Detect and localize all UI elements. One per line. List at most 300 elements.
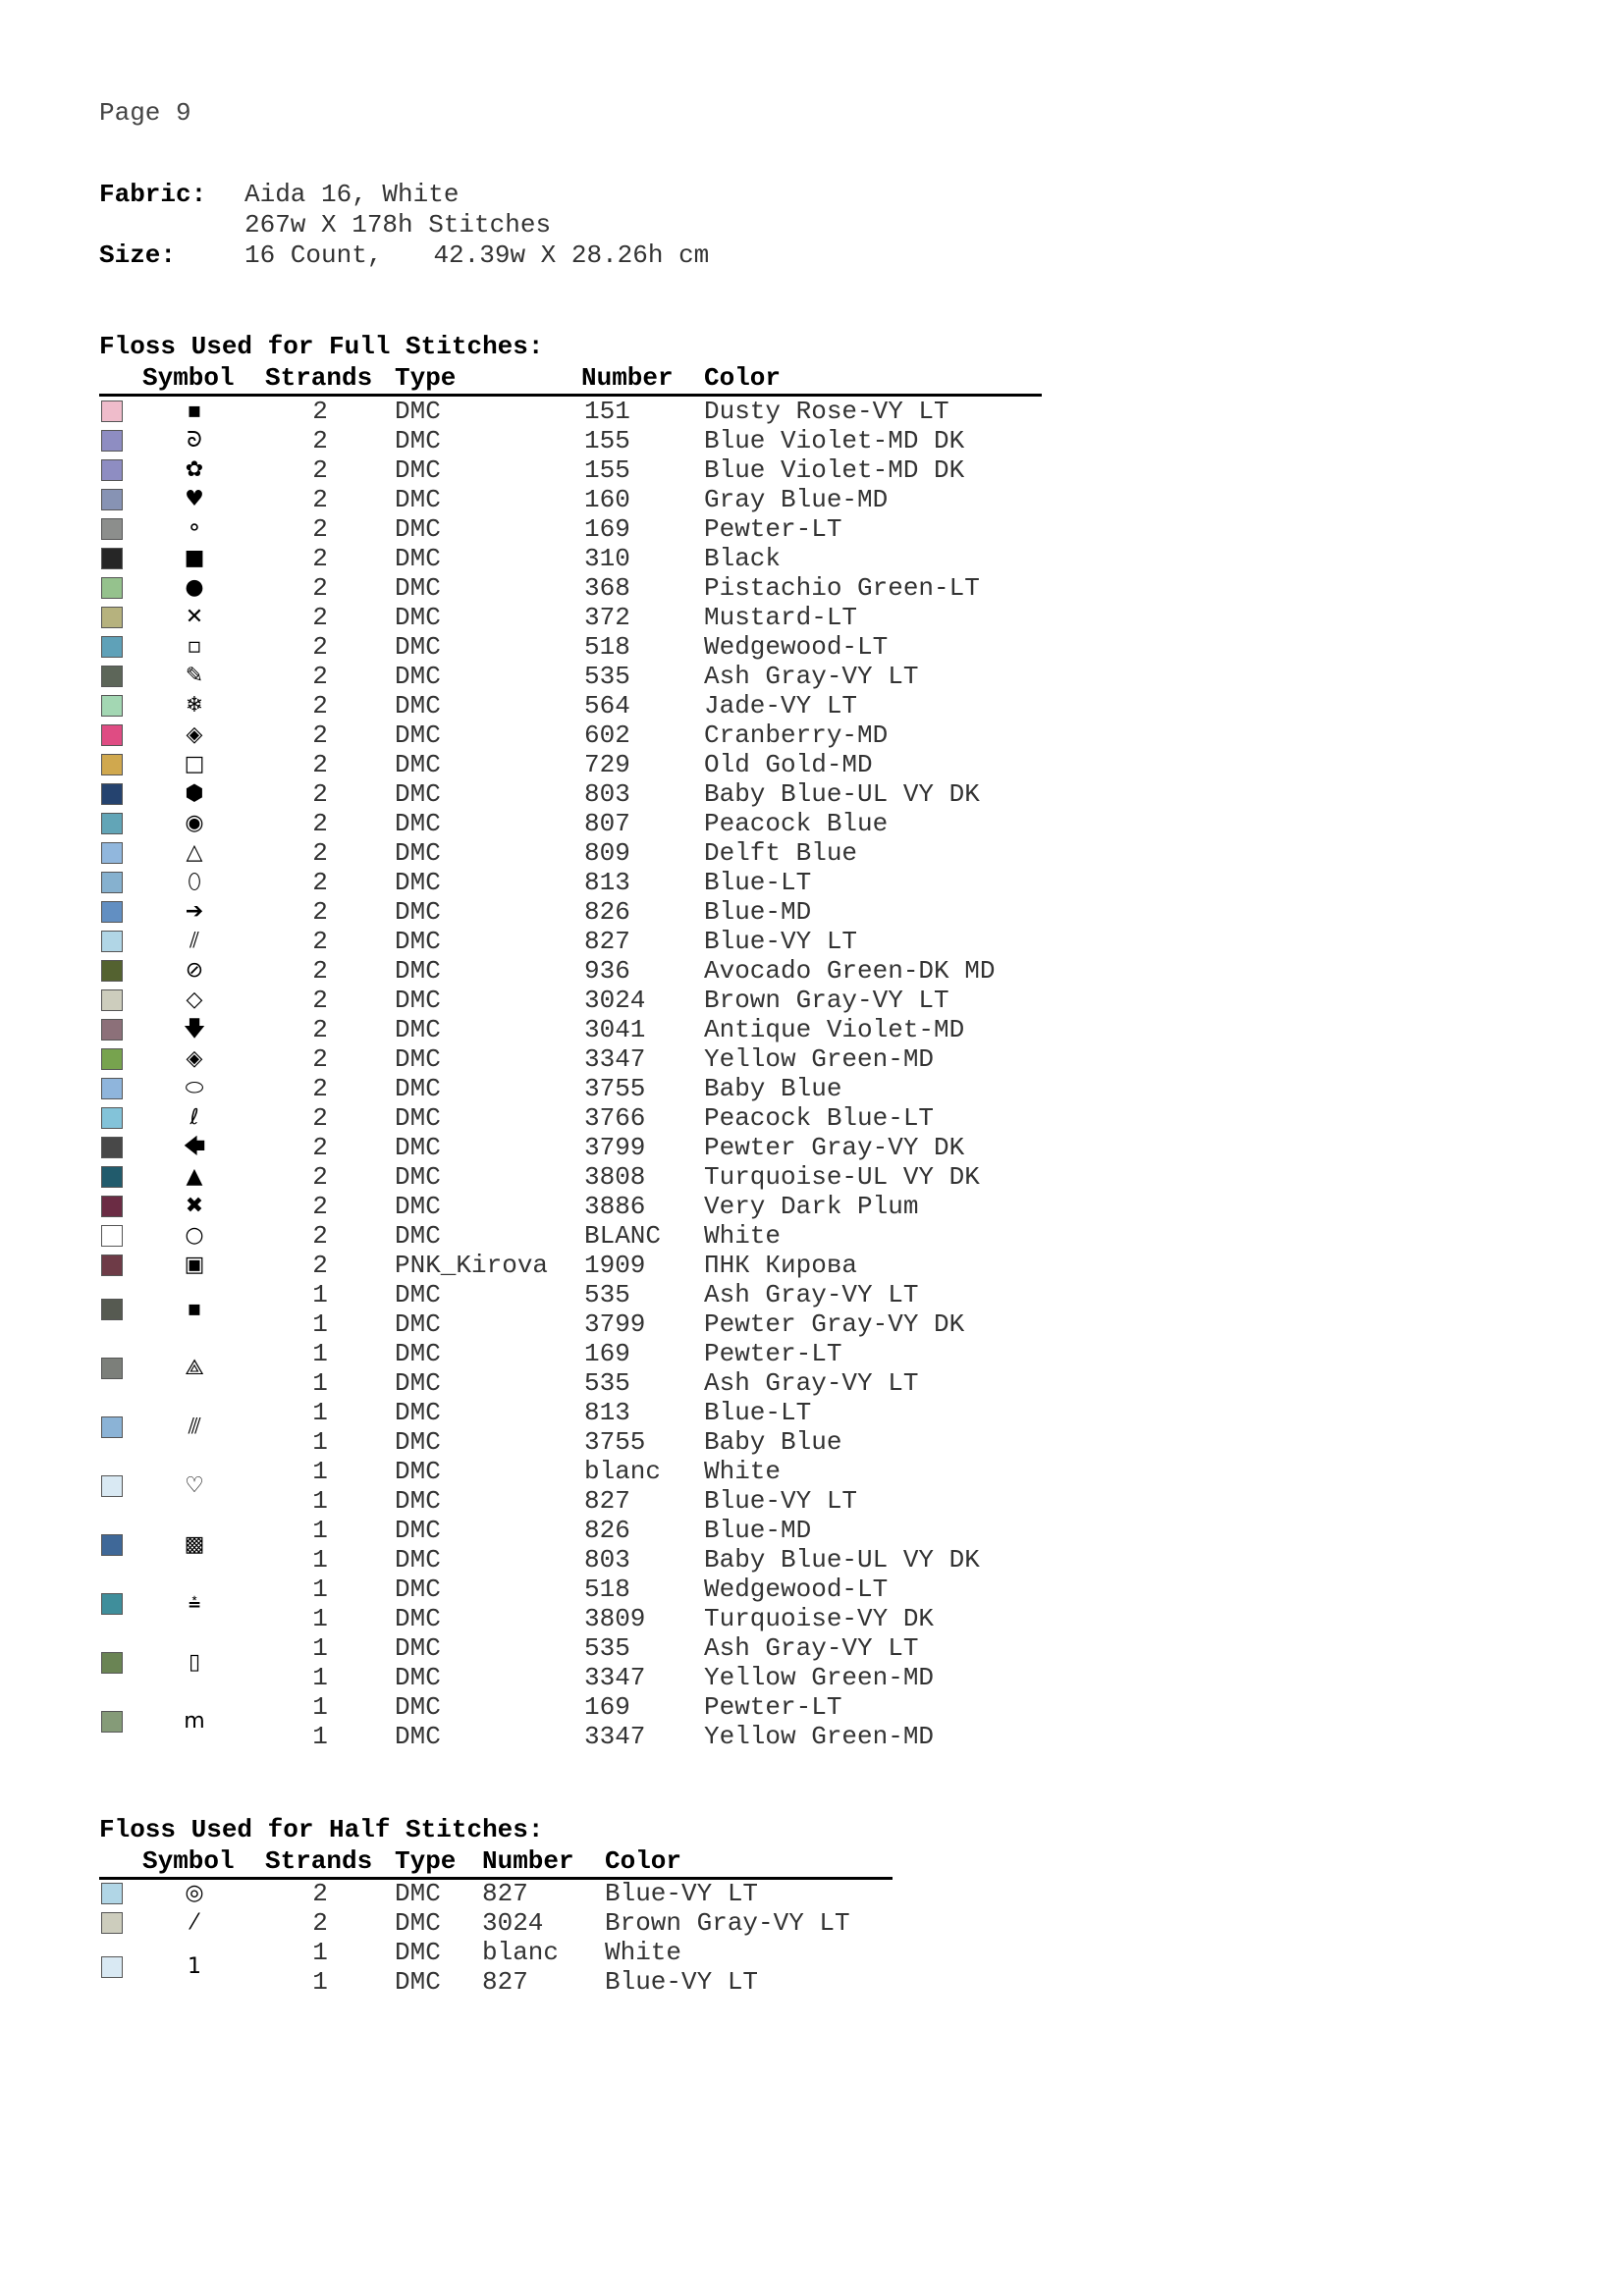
color-swatch <box>101 842 123 864</box>
floss-type: DMC <box>395 1908 441 1938</box>
color-swatch <box>101 813 123 834</box>
fabric-row <box>99 180 709 210</box>
color-swatch <box>101 430 123 452</box>
floss-strands: 1 <box>312 1516 328 1545</box>
floss-strands: 2 <box>312 1879 328 1908</box>
floss-color: White <box>605 1938 682 1967</box>
color-swatch <box>101 489 123 510</box>
floss-type: DMC <box>395 1192 441 1221</box>
header-strands: Strands <box>265 1846 373 1876</box>
floss-strands: 1 <box>312 1575 328 1604</box>
floss-type: DMC <box>395 1221 441 1251</box>
floss-strands: 2 <box>312 897 328 927</box>
floss-color: Ash Gray-VY LT <box>704 1368 919 1398</box>
fabric-info <box>99 180 709 271</box>
floss-type: DMC <box>395 1967 441 1997</box>
stitch-symbol: ▲ <box>186 1164 203 1189</box>
stitch-symbol: ◇ <box>186 988 203 1012</box>
stitch-symbol: ᘐ <box>187 428 202 453</box>
floss-color: Gray Blue-MD <box>704 485 889 514</box>
floss-strands: 1 <box>312 1967 328 1997</box>
floss-number: 3755 <box>584 1427 646 1457</box>
stitch-symbol: 🡇 <box>183 1017 206 1041</box>
color-swatch <box>101 1048 123 1070</box>
color-swatch <box>101 1652 123 1674</box>
floss-type: DMC <box>395 1309 441 1339</box>
floss-type: PNK_Kirova <box>395 1251 549 1280</box>
floss-type: DMC <box>395 1074 441 1103</box>
floss-color: Ash Gray-VY LT <box>704 1633 919 1663</box>
floss-strands: 2 <box>312 750 328 779</box>
fabric-value: Aida 16, White <box>244 180 460 209</box>
floss-number: 807 <box>584 809 630 838</box>
floss-type: DMC <box>395 1398 441 1427</box>
floss-strands: 2 <box>312 455 328 485</box>
floss-color: Turquoise-UL VY DK <box>704 1162 980 1192</box>
floss-number: 813 <box>584 868 630 897</box>
color-swatch <box>101 931 123 952</box>
floss-strands: 1 <box>312 1309 328 1339</box>
floss-color: Baby Blue-UL VY DK <box>704 779 980 809</box>
floss-number: 3766 <box>584 1103 646 1133</box>
floss-type: DMC <box>395 1427 441 1457</box>
color-swatch <box>101 901 123 923</box>
floss-type: DMC <box>395 1516 441 1545</box>
floss-strands: 2 <box>312 1251 328 1280</box>
header-color: Color <box>704 363 782 393</box>
floss-color: Blue-VY LT <box>605 1967 759 1997</box>
color-swatch <box>101 1912 123 1934</box>
floss-type: DMC <box>395 897 441 927</box>
floss-color: Baby Blue <box>704 1074 842 1103</box>
floss-color: Wedgewood-LT <box>704 632 889 662</box>
floss-strands: 2 <box>312 573 328 603</box>
color-swatch <box>101 1475 123 1497</box>
color-swatch <box>101 695 123 717</box>
floss-number: 3347 <box>584 1722 646 1751</box>
floss-strands: 2 <box>312 868 328 897</box>
color-swatch <box>101 1019 123 1041</box>
floss-type: DMC <box>395 485 441 514</box>
floss-color: Wedgewood-LT <box>704 1575 889 1604</box>
floss-type: DMC <box>395 1486 441 1516</box>
floss-color: Cranberry-MD <box>704 721 889 750</box>
floss-type: DMC <box>395 1368 441 1398</box>
floss-strands: 1 <box>312 1663 328 1692</box>
floss-number: 3808 <box>584 1162 646 1192</box>
floss-color: Peacock Blue-LT <box>704 1103 935 1133</box>
floss-type: DMC <box>395 1692 441 1722</box>
floss-number: 310 <box>584 544 630 573</box>
floss-number: 160 <box>584 485 630 514</box>
color-swatch <box>101 1137 123 1158</box>
floss-strands: 1 <box>312 1457 328 1486</box>
floss-strands: 2 <box>312 721 328 750</box>
floss-type: DMC <box>395 1938 441 1967</box>
floss-color: White <box>704 1457 782 1486</box>
floss-strands: 1 <box>312 1398 328 1427</box>
stitch-symbol: ● <box>185 575 204 600</box>
color-swatch <box>101 1593 123 1615</box>
stitch-symbol: ○ <box>185 1223 204 1248</box>
color-swatch <box>101 1416 123 1438</box>
floss-number: 813 <box>584 1398 630 1427</box>
floss-number: 155 <box>584 426 630 455</box>
floss-color: Delft Blue <box>704 838 858 868</box>
floss-strands: 2 <box>312 514 328 544</box>
floss-type: DMC <box>395 927 441 956</box>
floss-type: DMC <box>395 632 441 662</box>
color-swatch <box>101 636 123 658</box>
header-type: Type <box>395 363 457 393</box>
floss-number: 3799 <box>584 1133 646 1162</box>
floss-strands: 1 <box>312 1486 328 1516</box>
stitch-symbol: ⬯ <box>188 870 201 894</box>
stitch-symbol: 1 <box>188 1954 201 1979</box>
floss-strands: 2 <box>312 485 328 514</box>
floss-strands: 2 <box>312 1908 328 1938</box>
floss-number: 372 <box>584 603 630 632</box>
stitch-symbol: ✎ <box>185 664 204 688</box>
floss-number: 936 <box>584 956 630 986</box>
floss-type: DMC <box>395 986 441 1015</box>
stitch-symbol: ▪ <box>187 1297 202 1321</box>
floss-strands: 2 <box>312 1133 328 1162</box>
stitch-symbol: ✿ <box>185 457 204 482</box>
floss-type: DMC <box>395 721 441 750</box>
floss-type: DMC <box>395 1545 441 1575</box>
stitch-symbol: ▪ <box>187 399 202 423</box>
floss-type: DMC <box>395 1339 441 1368</box>
floss-strands: 1 <box>312 1722 328 1751</box>
floss-color: Very Dark Plum <box>704 1192 919 1221</box>
floss-color: Brown Gray-VY LT <box>704 986 949 1015</box>
floss-strands: 2 <box>312 544 328 573</box>
floss-strands: 2 <box>312 779 328 809</box>
floss-strands: 2 <box>312 1103 328 1133</box>
color-swatch <box>101 1196 123 1217</box>
floss-type: DMC <box>395 750 441 779</box>
floss-strands: 2 <box>312 662 328 691</box>
floss-number: 3886 <box>584 1192 646 1221</box>
floss-number: 368 <box>584 573 630 603</box>
floss-color: Brown Gray-VY LT <box>605 1908 850 1938</box>
header-strands: Strands <box>265 363 373 393</box>
floss-color: Baby Blue <box>704 1427 842 1457</box>
stitch-symbol: ♡ <box>185 1473 204 1498</box>
floss-strands: 2 <box>312 397 328 426</box>
floss-strands: 2 <box>312 956 328 986</box>
floss-color: Old Gold-MD <box>704 750 873 779</box>
floss-strands: 1 <box>312 1427 328 1457</box>
floss-type: DMC <box>395 1663 441 1692</box>
floss-number: 809 <box>584 838 630 868</box>
floss-strands: 2 <box>312 632 328 662</box>
floss-strands: 2 <box>312 1015 328 1044</box>
floss-type: DMC <box>395 868 441 897</box>
stitch-symbol: ▫ <box>187 634 202 659</box>
color-swatch <box>101 1107 123 1129</box>
stitch-symbol: ♥ <box>185 487 204 511</box>
stitch-symbol: ▯ <box>188 1650 201 1675</box>
floss-number: 3347 <box>584 1663 646 1692</box>
floss-number: 535 <box>584 1368 630 1398</box>
stitch-symbol: ⚬ <box>185 516 204 541</box>
floss-color: Pewter-LT <box>704 514 842 544</box>
floss-number: 535 <box>584 662 630 691</box>
floss-number: blanc <box>482 1938 560 1967</box>
stitch-symbol: ⊘ <box>185 958 204 983</box>
floss-number: 564 <box>584 691 630 721</box>
floss-number: 826 <box>584 897 630 927</box>
floss-strands: 1 <box>312 1280 328 1309</box>
half-stitches-header <box>99 1846 893 1876</box>
floss-type: DMC <box>395 1575 441 1604</box>
floss-color: ПНК Кирова <box>704 1251 858 1280</box>
floss-number: BLANC <box>584 1221 662 1251</box>
floss-number: 518 <box>584 1575 630 1604</box>
size-count: 16 Count, <box>244 240 383 270</box>
floss-number: 169 <box>584 1692 630 1722</box>
floss-type: DMC <box>395 779 441 809</box>
size-label: Size: <box>99 240 177 270</box>
floss-color: Blue Violet-MD DK <box>704 426 965 455</box>
stitches-value: 267w X 178h Stitches <box>244 210 552 240</box>
stitch-symbol: 🡄 <box>183 1135 206 1159</box>
floss-number: 169 <box>584 1339 630 1368</box>
floss-color: Blue-VY LT <box>605 1879 759 1908</box>
header-symbol: Symbol <box>142 363 235 393</box>
floss-color: Pewter Gray-VY DK <box>704 1309 965 1339</box>
floss-type: DMC <box>395 1280 441 1309</box>
color-swatch <box>101 577 123 599</box>
full-stitches-header <box>99 363 1042 393</box>
color-swatch <box>101 1883 123 1904</box>
floss-strands: 2 <box>312 1162 328 1192</box>
stitch-symbol: □ <box>184 752 205 776</box>
floss-type: DMC <box>395 397 441 426</box>
floss-number: 3024 <box>482 1908 544 1938</box>
floss-color: Pistachio Green-LT <box>704 573 980 603</box>
page-number: Page 9 <box>99 98 191 128</box>
header-symbol: Symbol <box>142 1846 235 1876</box>
floss-color: Antique Violet-MD <box>704 1015 965 1044</box>
fabric-label: Fabric: <box>99 180 207 209</box>
floss-strands: 1 <box>312 1545 328 1575</box>
floss-type: DMC <box>395 1162 441 1192</box>
color-swatch <box>101 872 123 893</box>
floss-type: DMC <box>395 1457 441 1486</box>
color-swatch <box>101 1299 123 1320</box>
floss-strands: 2 <box>312 838 328 868</box>
color-swatch <box>101 1255 123 1276</box>
stitch-symbol: ℓ <box>189 1105 199 1130</box>
stitch-symbol: ▩ <box>184 1532 205 1557</box>
floss-type: DMC <box>395 603 441 632</box>
floss-color: Blue-LT <box>704 1398 812 1427</box>
stitch-symbol: ◎ <box>185 1881 204 1905</box>
size-dimensions: 42.39w X 28.26h cm <box>433 240 710 270</box>
floss-strands: 2 <box>312 1221 328 1251</box>
floss-color: Blue Violet-MD DK <box>704 455 965 485</box>
floss-type: DMC <box>395 1604 441 1633</box>
stitch-symbol: ⫻ <box>188 1415 201 1439</box>
floss-type: DMC <box>395 1133 441 1162</box>
floss-strands: 2 <box>312 691 328 721</box>
half-stitches-title: Floss Used for Half Stitches: <box>99 1815 544 1844</box>
floss-color: Blue-MD <box>704 1516 812 1545</box>
floss-number: 3809 <box>584 1604 646 1633</box>
stitch-symbol: ⩮ <box>188 1591 201 1616</box>
floss-number: 535 <box>584 1633 630 1663</box>
header-number: Number <box>581 363 674 393</box>
floss-type: DMC <box>395 1722 441 1751</box>
floss-type: DMC <box>395 1633 441 1663</box>
floss-number: 1909 <box>584 1251 646 1280</box>
floss-type: DMC <box>395 426 441 455</box>
stitch-symbol: ❄ <box>185 693 204 718</box>
floss-type: DMC <box>395 573 441 603</box>
floss-number: 3041 <box>584 1015 646 1044</box>
floss-color: Pewter-LT <box>704 1339 842 1368</box>
floss-type: DMC <box>395 662 441 691</box>
floss-number: 826 <box>584 1516 630 1545</box>
color-swatch <box>101 400 123 422</box>
color-swatch <box>101 989 123 1011</box>
floss-number: 827 <box>584 1486 630 1516</box>
color-swatch <box>101 1956 123 1978</box>
header-color: Color <box>605 1846 682 1876</box>
floss-number: 3347 <box>584 1044 646 1074</box>
floss-color: Turquoise-VY DK <box>704 1604 935 1633</box>
color-swatch <box>101 724 123 746</box>
floss-color: Peacock Blue <box>704 809 889 838</box>
stitch-symbol: ■ <box>184 546 205 570</box>
floss-strands: 2 <box>312 986 328 1015</box>
floss-number: 803 <box>584 779 630 809</box>
floss-type: DMC <box>395 1015 441 1044</box>
floss-type: DMC <box>395 1879 441 1908</box>
floss-strands: 2 <box>312 1074 328 1103</box>
floss-type: DMC <box>395 691 441 721</box>
floss-type: DMC <box>395 956 441 986</box>
floss-strands: 2 <box>312 426 328 455</box>
floss-strands: 1 <box>312 1368 328 1398</box>
floss-number: 535 <box>584 1280 630 1309</box>
floss-color: Mustard-LT <box>704 603 858 632</box>
color-swatch <box>101 1225 123 1247</box>
floss-color: Baby Blue-UL VY DK <box>704 1545 980 1575</box>
color-swatch <box>101 960 123 982</box>
floss-number: blanc <box>584 1457 662 1486</box>
floss-strands: 2 <box>312 809 328 838</box>
stitch-symbol: ➔ <box>185 899 204 924</box>
stitch-symbol: ✖ <box>185 1194 204 1218</box>
color-swatch <box>101 1534 123 1556</box>
header-type: Type <box>395 1846 457 1876</box>
color-swatch <box>101 548 123 569</box>
floss-number: 827 <box>584 927 630 956</box>
stitch-symbol: ▣ <box>184 1253 205 1277</box>
floss-strands: 1 <box>312 1604 328 1633</box>
stitch-symbol: ⁄ <box>192 1910 196 1935</box>
floss-number: 729 <box>584 750 630 779</box>
stitch-symbol: ⫽ <box>189 929 199 953</box>
stitch-symbol: ⟁ <box>185 1356 204 1380</box>
stitch-symbol: ✕ <box>185 605 204 629</box>
floss-strands: 2 <box>312 1044 328 1074</box>
size-row <box>99 240 709 271</box>
stitch-symbol: ◈ <box>186 1046 203 1071</box>
floss-type: DMC <box>395 809 441 838</box>
color-swatch <box>101 518 123 540</box>
color-swatch <box>101 459 123 481</box>
stitch-symbol: ◈ <box>186 722 203 747</box>
color-swatch <box>101 783 123 805</box>
floss-number: 169 <box>584 514 630 544</box>
floss-color: Pewter Gray-VY DK <box>704 1133 965 1162</box>
floss-type: DMC <box>395 1103 441 1133</box>
floss-color: Ash Gray-VY LT <box>704 1280 919 1309</box>
stitches-row <box>99 210 709 240</box>
floss-number: 827 <box>482 1879 528 1908</box>
floss-strands: 2 <box>312 927 328 956</box>
stitch-symbol: △ <box>186 840 203 865</box>
floss-color: Pewter-LT <box>704 1692 842 1722</box>
floss-type: DMC <box>395 514 441 544</box>
color-swatch <box>101 666 123 687</box>
floss-number: 827 <box>482 1967 528 1997</box>
full-stitches-title: Floss Used for Full Stitches: <box>99 332 544 361</box>
floss-number: 803 <box>584 1545 630 1575</box>
floss-color: Dusty Rose-VY LT <box>704 397 949 426</box>
floss-color: Jade-VY LT <box>704 691 858 721</box>
floss-number: 151 <box>584 397 630 426</box>
floss-type: DMC <box>395 1044 441 1074</box>
stitch-symbol: m <box>184 1709 205 1734</box>
floss-color: Avocado Green-DK MD <box>704 956 996 986</box>
floss-number: 3024 <box>584 986 646 1015</box>
floss-type: DMC <box>395 455 441 485</box>
floss-strands: 2 <box>312 1192 328 1221</box>
floss-color: Blue-LT <box>704 868 812 897</box>
floss-color: Blue-VY LT <box>704 1486 858 1516</box>
floss-color: Yellow Green-MD <box>704 1663 935 1692</box>
floss-number: 602 <box>584 721 630 750</box>
stitch-symbol: ⬭ <box>185 1076 204 1100</box>
floss-color: Blue-VY LT <box>704 927 858 956</box>
color-swatch <box>101 1166 123 1188</box>
floss-color: Yellow Green-MD <box>704 1722 935 1751</box>
color-swatch <box>101 607 123 628</box>
floss-strands: 1 <box>312 1938 328 1967</box>
color-swatch <box>101 754 123 775</box>
floss-strands: 1 <box>312 1339 328 1368</box>
floss-color: Black <box>704 544 782 573</box>
floss-color: Blue-MD <box>704 897 812 927</box>
stitch-symbol: ⬢ <box>185 781 204 806</box>
floss-number: 3799 <box>584 1309 646 1339</box>
header-number: Number <box>482 1846 574 1876</box>
color-swatch <box>101 1711 123 1733</box>
floss-number: 155 <box>584 455 630 485</box>
floss-type: DMC <box>395 544 441 573</box>
floss-number: 3755 <box>584 1074 646 1103</box>
floss-strands: 1 <box>312 1633 328 1663</box>
floss-color: White <box>704 1221 782 1251</box>
floss-number: 518 <box>584 632 630 662</box>
color-swatch <box>101 1078 123 1099</box>
